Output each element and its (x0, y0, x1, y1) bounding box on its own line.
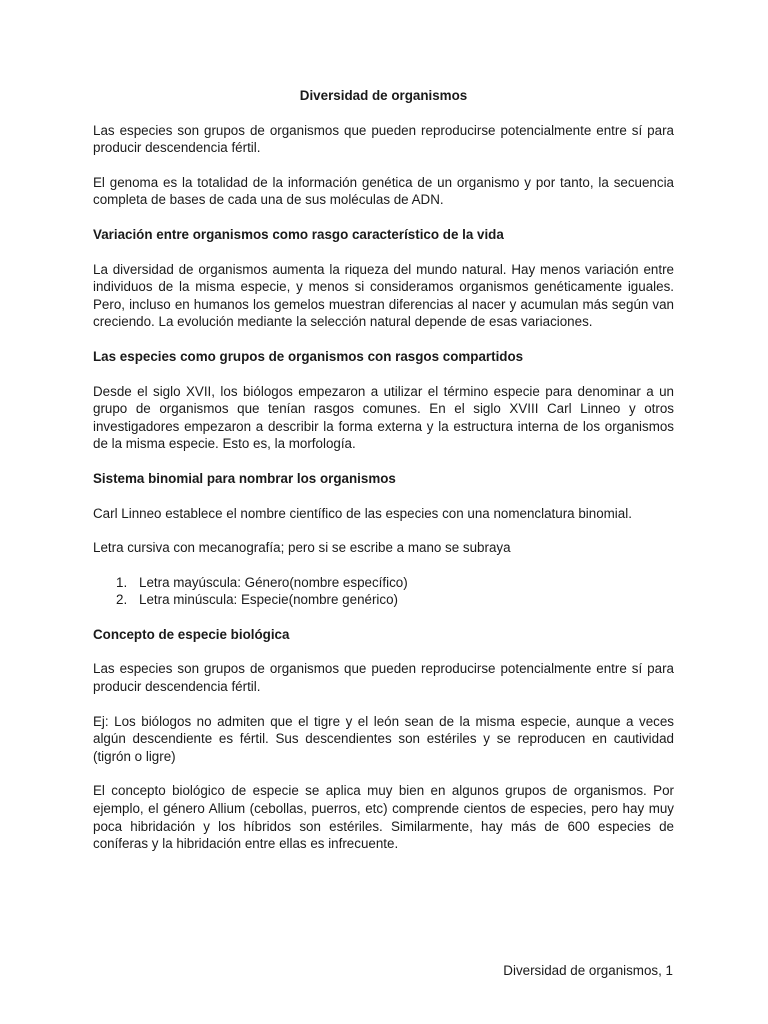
list-item-text: Letra mayúscula: Género(nombre específico) (139, 574, 408, 590)
list-item (93, 574, 674, 592)
section-heading-binomial: Sistema binomial para nombrar los organismos (93, 470, 396, 486)
list-item (93, 591, 674, 609)
section-heading-shared-traits: Las especies como grupos de organismos con rasgos compartidos (93, 348, 524, 364)
paragraph-genome-definition: El genoma es la totalidad de la información genética de un organismo y por tanto, la secuencia completa de bases de cada una de sus moléculas de ADN. (93, 174, 674, 208)
list-item-number: 1. (116, 574, 128, 590)
list-item-number: 2. (116, 592, 128, 608)
paragraph-italic-rule: Letra cursiva con mecanografía; pero si se escribe a mano se subraya (93, 540, 511, 556)
paragraph-shared-traits: Desde el siglo XVII, los biólogos empezaron a utilizar el término especie para denominar a un grupo de organismos que tenían rasgos comunes. En el siglo XVIII Carl Linneo y otros investigadores empezaron a describir la forma externa y la estructura interna de los organismos de la misma especie. Esto es, la morfología. (93, 383, 674, 452)
paragraph-species-definition: Las especies son grupos de organismos que pueden reproducirse potencialmente entre sí para producir descendencia fértil. (93, 122, 674, 156)
document-body (93, 87, 674, 870)
section-heading-variation: Variación entre organismos como rasgo característico de la vida (93, 226, 504, 242)
page-footer: Diversidad de organismos, 1 (503, 963, 673, 978)
section-heading-biological-species: Concepto de especie biológica (93, 626, 290, 642)
document-title: Diversidad de organismos (299, 88, 468, 103)
paragraph-variation: La diversidad de organismos aumenta la riqueza del mundo natural. Hay menos variación entre individuos de la misma especie, y menos si consideramos organismos genéticamente iguales. Pero, incluso en humanos los gemelos muestran diferencias al nacer y acumulan más según van creciendo. La evolución mediante la selección natural depende de esas variaciones. (93, 261, 674, 330)
paragraph-binomial: Carl Linneo establece el nombre científico de las especies con una nomenclatura binomial. (93, 505, 632, 521)
paragraph-biological-species: Las especies son grupos de organismos que pueden reproducirse potencialmente entre sí para producir descendencia fértil. (93, 661, 674, 695)
paragraph-example-tiger-lion: Ej: Los biólogos no admiten que el tigre y el león sean de la misma especie, aunque a veces algún descendiente es fértil. Sus descendientes son estériles y se reproducen en cautividad (tigrón o ligre) (93, 713, 674, 764)
list-item-text: Letra minúscula: Especie(nombre genérico) (139, 592, 399, 608)
paragraph-allium-conifers: El concepto biológico de especie se aplica muy bien en algunos grupos de organismos. Por ejemplo, el género Allium (cebollas, puerros, etc) comprende cientos de especies, pero hay muy poca hibridación y los híbridos son estériles. Similarmente, hay más de 600 especies de coníferas y la hibridación entre ellas es infrecuente. (93, 783, 674, 852)
numbered-list (93, 574, 674, 609)
